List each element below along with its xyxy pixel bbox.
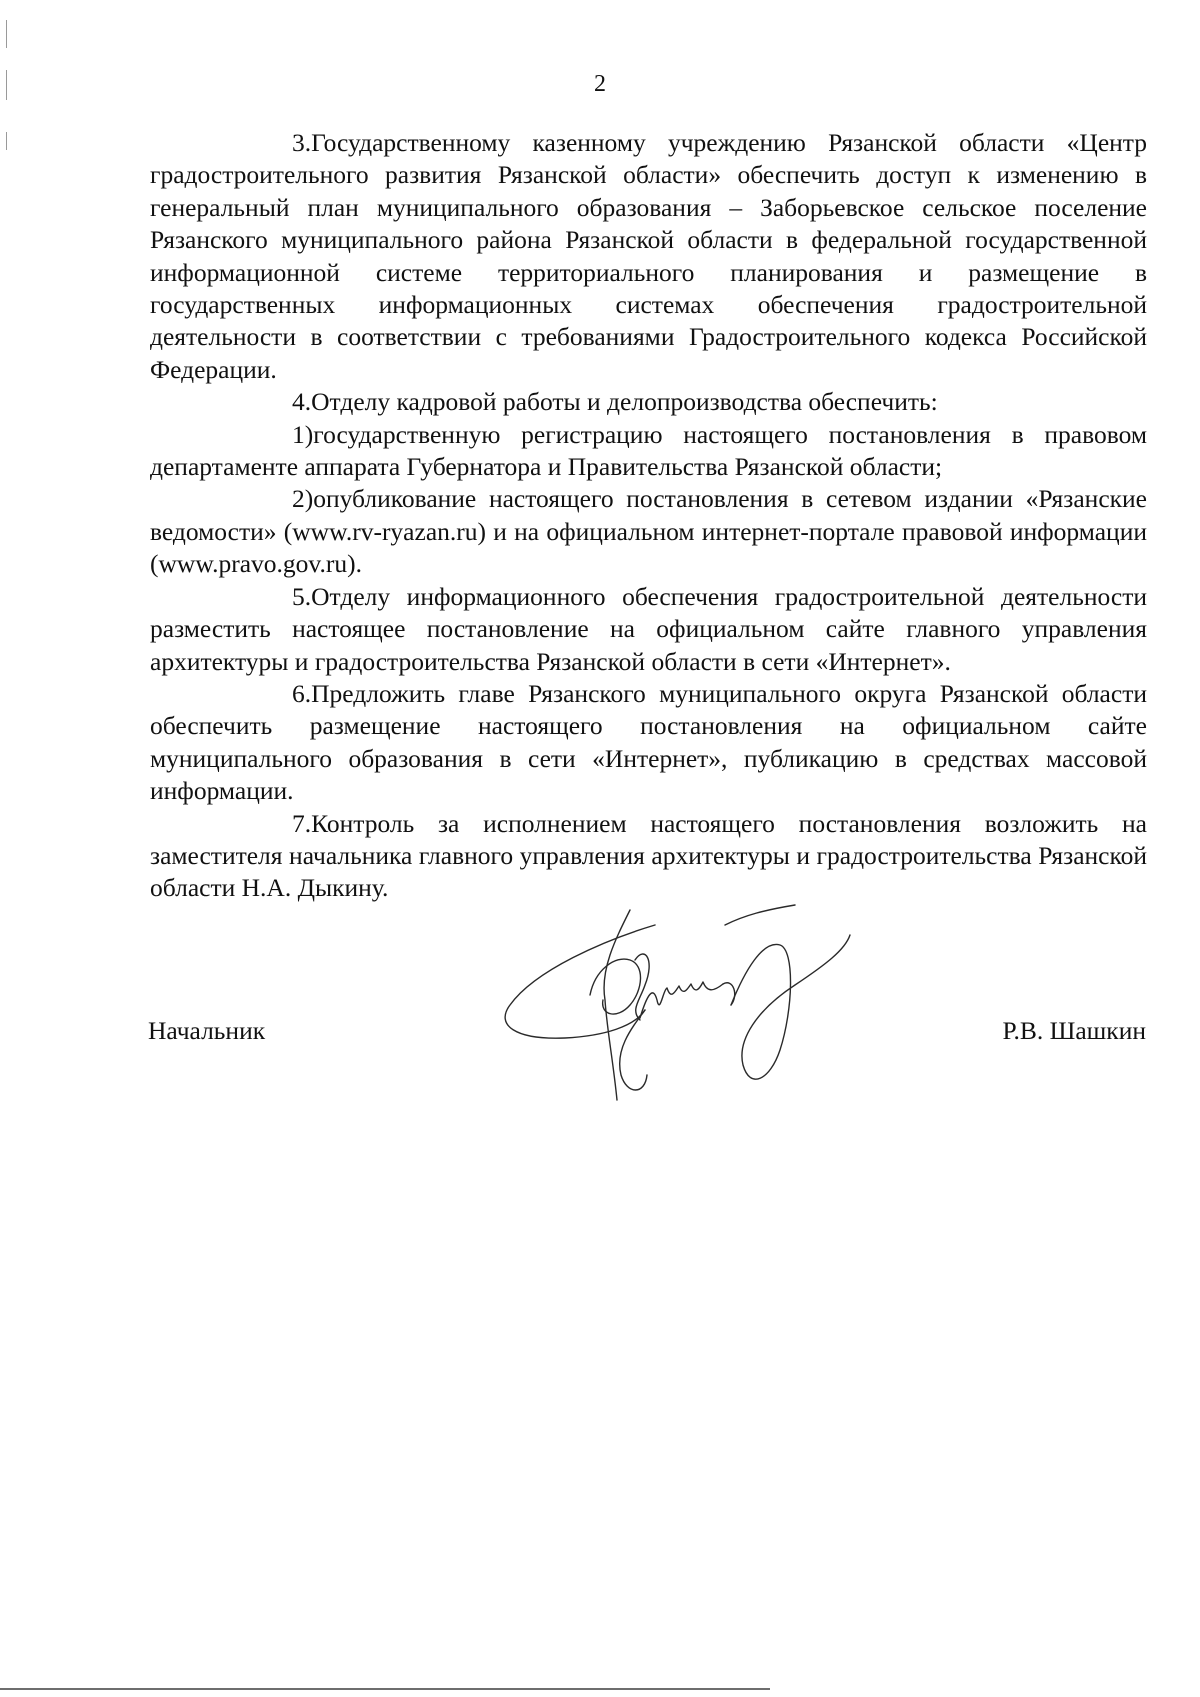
paragraph-text: государственную регистрацию настоящего постановления в правовом департаменте аппарата Губернатора и Правительства Рязанской области; bbox=[150, 419, 1147, 482]
paragraph-number: 3. bbox=[292, 128, 312, 157]
document-body bbox=[150, 127, 1147, 905]
paragraph-number: 5. bbox=[292, 581, 312, 611]
paragraph-3 bbox=[150, 127, 1147, 386]
page-number: 2 bbox=[594, 71, 606, 97]
paragraph-number: 6. bbox=[292, 678, 312, 708]
paragraph-5 bbox=[150, 581, 1147, 678]
paragraph-text: Государственному казенному учреждению Рязанской области «Центр градостроительного развития Рязанской области» обеспечить доступ к изменению в генеральный план муниципального образования – Заборьевское сельское поселение Рязанского муниципального района Рязанской области в федеральной государственной информационной системе территориального планирования и размещение в государственных информационных системах обеспечения градостроительной деятельности в соответствии с требованиями Градостроительного кодекса Российской Федерации. bbox=[150, 128, 1147, 384]
paragraph-text: Контроль за исполнением настоящего постановления возложить на заместителя начальника главного управления архитектуры и градостроительства Рязанской области Н.А. Дыкину. bbox=[150, 808, 1147, 903]
paragraph-text: опубликование настоящего постановления в сетевом издании «Рязанские ведомости» (www.rv-ryazan.ru) и на официальном интернет-портале правовой информации (www.pravo.gov.ru). bbox=[150, 484, 1147, 579]
margin-mark bbox=[6, 132, 7, 150]
paragraph-6 bbox=[150, 678, 1147, 808]
paragraph-text: Предложить главе Рязанского муниципального округа Рязанской области обеспечить размещение настоящего постановления на официальном сайте муниципального образования в сети «Интернет», публикацию в средствах массовой информации. bbox=[150, 678, 1147, 806]
paragraph-7 bbox=[150, 808, 1147, 905]
margin-mark bbox=[6, 20, 7, 48]
scan-edge-line bbox=[0, 1688, 770, 1690]
signatory-name: Р.В. Шашкин bbox=[1002, 1016, 1146, 1045]
subparagraph-2 bbox=[150, 483, 1147, 580]
paragraph-4 bbox=[150, 386, 1147, 418]
handwritten-signature bbox=[495, 900, 885, 1130]
paragraph-number: 4. bbox=[292, 387, 312, 417]
subparagraph-1 bbox=[150, 419, 1147, 484]
paragraph-text: Отделу кадровой работы и делопроизводства обеспечить: bbox=[311, 387, 938, 417]
paragraph-number: 7. bbox=[292, 808, 312, 838]
paragraph-text: Отделу информационного обеспечения градостроительной деятельности разместить настоящее постановление на официальном сайте главного управления архитектуры и градостроительства Рязанской области в сети «Интернет». bbox=[150, 581, 1147, 676]
paragraph-number: 1) bbox=[292, 419, 314, 449]
paragraph-number: 2) bbox=[292, 484, 314, 514]
signatory-title: Начальник bbox=[148, 1016, 266, 1045]
